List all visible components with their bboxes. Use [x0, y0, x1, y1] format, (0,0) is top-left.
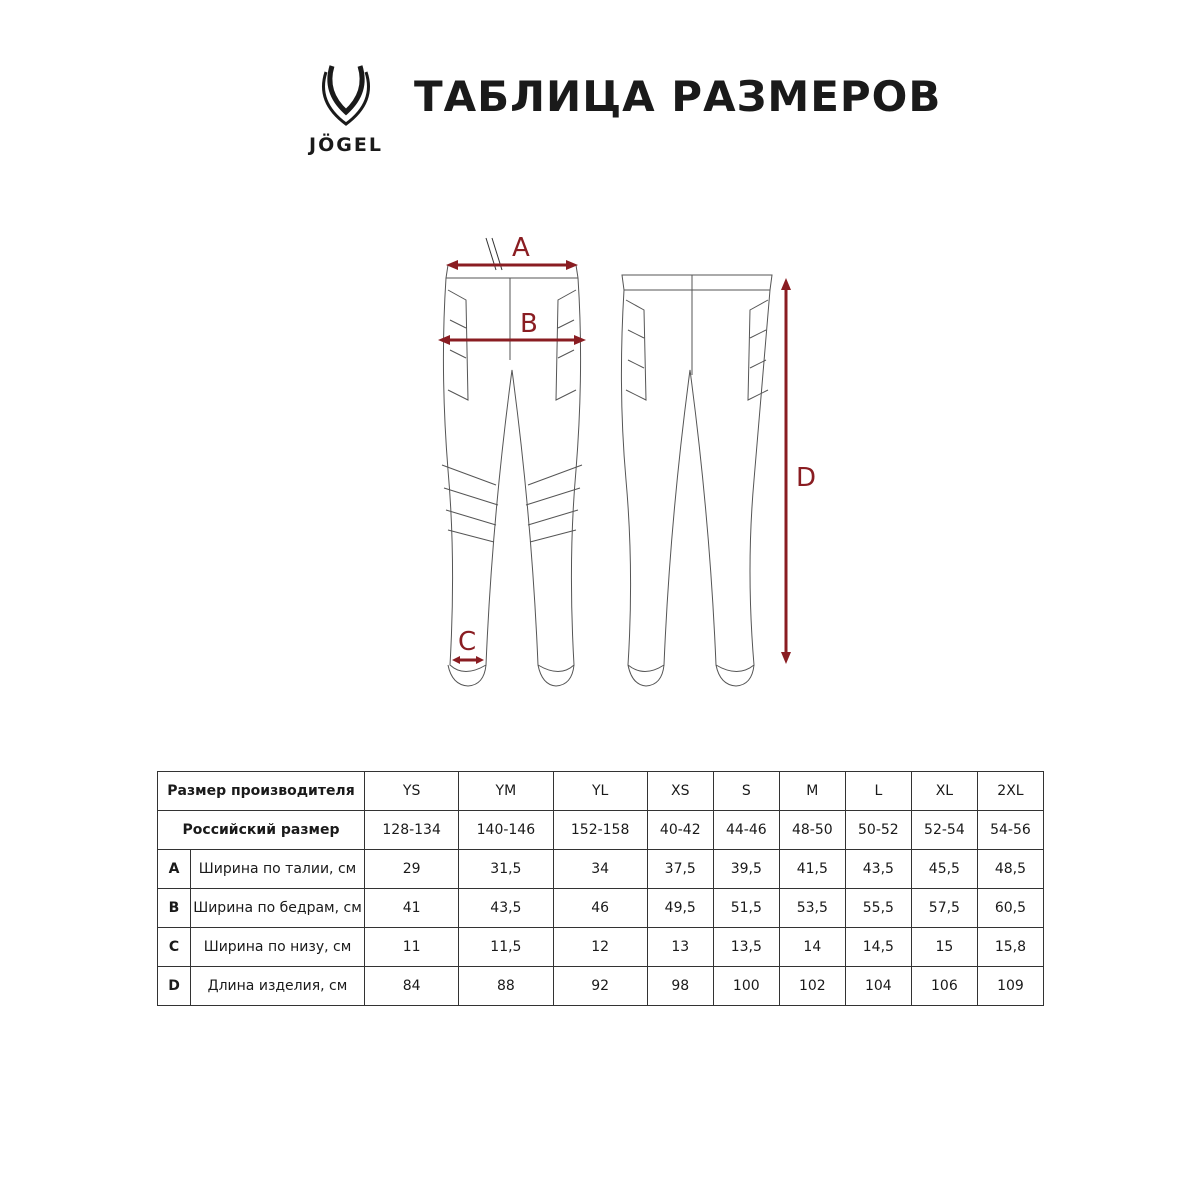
value-cell: 29: [365, 850, 459, 889]
value-cell: 60,5: [977, 889, 1043, 928]
value-cell: 48,5: [977, 850, 1043, 889]
value-cell: 37,5: [647, 850, 713, 889]
value-cell: 12: [553, 928, 647, 967]
label-b: B: [520, 309, 538, 339]
label-a: A: [512, 233, 530, 263]
row-letter: B: [158, 889, 191, 928]
value-cell: 13: [647, 928, 713, 967]
ru-size-cell: 140-146: [459, 811, 553, 850]
value-cell: 102: [779, 967, 845, 1006]
row-label: Ширина по талии, см: [191, 850, 365, 889]
header-label: Размер производителя: [158, 772, 365, 811]
ru-size-label: Российский размер: [158, 811, 365, 850]
value-cell: 98: [647, 967, 713, 1006]
measurement-row: [158, 889, 1044, 928]
row-letter: C: [158, 928, 191, 967]
label-c: C: [458, 627, 477, 657]
value-cell: 15: [911, 928, 977, 967]
value-cell: 46: [553, 889, 647, 928]
value-cell: 49,5: [647, 889, 713, 928]
ru-size-cell: 54-56: [977, 811, 1043, 850]
page-title: ТАБЛИЦА РАЗМЕРОВ: [414, 72, 942, 121]
row-letter: D: [158, 967, 191, 1006]
value-cell: 88: [459, 967, 553, 1006]
value-cell: 11,5: [459, 928, 553, 967]
value-cell: 14,5: [845, 928, 911, 967]
size-cell: XL: [911, 772, 977, 811]
size-cell: YS: [365, 772, 459, 811]
size-cell: M: [779, 772, 845, 811]
ru-size-row: [158, 811, 1044, 850]
size-cell: 2XL: [977, 772, 1043, 811]
value-cell: 84: [365, 967, 459, 1006]
value-cell: 41,5: [779, 850, 845, 889]
row-label: Длина изделия, см: [191, 967, 365, 1006]
label-d: D: [796, 463, 817, 493]
measurement-row: [158, 967, 1044, 1006]
ru-size-cell: 52-54: [911, 811, 977, 850]
ru-size-cell: 44-46: [713, 811, 779, 850]
value-cell: 106: [911, 967, 977, 1006]
size-cell: YM: [459, 772, 553, 811]
value-cell: 14: [779, 928, 845, 967]
value-cell: 15,8: [977, 928, 1043, 967]
ru-size-cell: 40-42: [647, 811, 713, 850]
size-cell: XS: [647, 772, 713, 811]
size-cell: S: [713, 772, 779, 811]
size-cell: L: [845, 772, 911, 811]
ru-size-cell: 50-52: [845, 811, 911, 850]
value-cell: 45,5: [911, 850, 977, 889]
value-cell: 39,5: [713, 850, 779, 889]
row-label: Ширина по бедрам, см: [191, 889, 365, 928]
brand-name: JÖGEL: [309, 134, 383, 156]
value-cell: 100: [713, 967, 779, 1006]
value-cell: 92: [553, 967, 647, 1006]
value-cell: 43,5: [459, 889, 553, 928]
value-cell: 41: [365, 889, 459, 928]
value-cell: 53,5: [779, 889, 845, 928]
ru-size-cell: 128-134: [365, 811, 459, 850]
value-cell: 57,5: [911, 889, 977, 928]
value-cell: 34: [553, 850, 647, 889]
measurement-row: [158, 850, 1044, 889]
value-cell: 43,5: [845, 850, 911, 889]
value-cell: 109: [977, 967, 1043, 1006]
pants-front-view: [442, 238, 582, 686]
value-cell: 31,5: [459, 850, 553, 889]
size-table: [157, 771, 1044, 1006]
measurement-row: [158, 928, 1044, 967]
value-cell: 51,5: [713, 889, 779, 928]
logo-mark-icon: [296, 62, 396, 134]
value-cell: 55,5: [845, 889, 911, 928]
brand-logo: [296, 62, 396, 157]
pants-diagram: [400, 220, 840, 700]
value-cell: 104: [845, 967, 911, 1006]
header-row: [158, 772, 1044, 811]
row-label: Ширина по низу, см: [191, 928, 365, 967]
row-letter: A: [158, 850, 191, 889]
ru-size-cell: 48-50: [779, 811, 845, 850]
ru-size-cell: 152-158: [553, 811, 647, 850]
value-cell: 11: [365, 928, 459, 967]
value-cell: 13,5: [713, 928, 779, 967]
size-cell: YL: [553, 772, 647, 811]
pants-back-view: [621, 275, 772, 686]
